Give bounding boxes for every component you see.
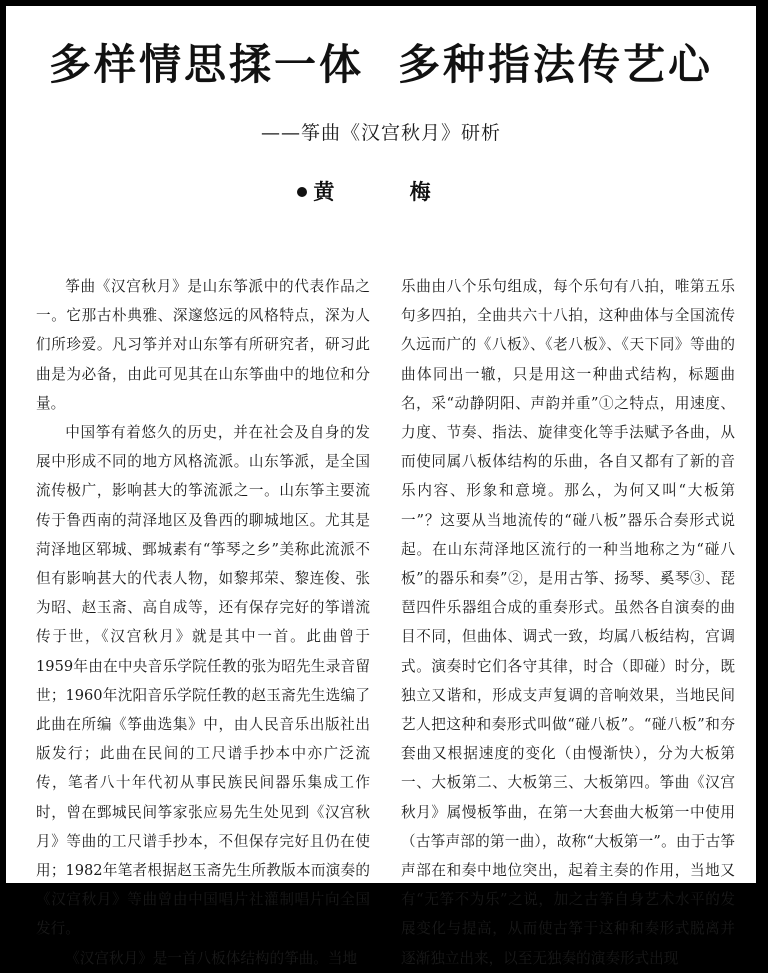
article-subtitle: ——筝曲《汉宫秋月》研析 [260,122,501,144]
author-name: 黄 梅 [313,179,465,204]
title-part-1: 多样情思揉一体 [48,40,364,89]
paragraph: 筝曲《汉宫秋月》是山东筝派中的代表作品之一。它那古朴典雅、深邃悠远的风格特点，深为人们所珍爱。凡习筝并对山东筝有所研究者，研习此曲是为必备，由此可见其在山东筝曲中的地位和分量。 [36,278,370,412]
author-line [6,176,756,206]
document-page [6,6,756,967]
article-title [6,32,756,92]
bullet-icon [297,187,307,197]
right-column [401,272,735,967]
paragraph: 中国筝有着悠久的历史，并在社会及自身的发展中形成不同的地方风格流派。山东筝派，是全国流传极广，影响甚大的筝流派之一。山东筝主要流传于鲁西南的菏泽地区及鲁西的聊城地区。尤其是菏泽地区郓城、鄄城素有“筝琴之乡”美称此流派不但有影响甚大的代表人物，如黎邦荣、黎连俊、张为昭、赵玉斋、高自成等，还有保存完好的筝谱流传于世，《汉宫秋月》就是其中一首。此曲曾于1959年由在中央音乐学院任教的张为昭先生录音留世；1960年沈阳音乐学院任教的赵玉斋先生选编了此曲在所编《筝曲选集》中，由人民音乐出版社出版发行；此曲在民间的工尺谱手抄本中亦广泛流传，笔者八十年代初从事民族民间器乐集成工作时，曾在鄄城民间筝家张应易先生处见到《汉宫秋月》等曲的工尺谱手抄本，不但保存完好且仍在使用；1982年笔者根据赵玉斋先生所教版本而演奏的《汉宫秋月》等曲曾由中国唱片社灌制唱片向全国发行。 [36,424,370,938]
left-column [36,272,370,967]
title-part-2: 多种指法传艺心 [398,40,714,89]
paragraph: 乐曲由八个乐句组成，每个乐句有八拍，唯第五乐句多四拍，全曲共六十八拍，这种曲体与全国流传久远而广的《八板》、《老八板》、《天下同》等曲的曲体同出一辙，只是用这一种曲式结构，标题曲名，采“动静阴阳、声韵并重”①之特点，用速度、力度、节奏、指法、旋律变化等手法赋予各曲，从而使同属八板体结构的乐曲，各自又都有了新的音乐内容、形象和意境。那么，为何又叫“大板第一”？这要从当地流传的“碰八板”器乐合奏形式说起。在山东菏泽地区流行的一种当地称之为“碰八板”的器乐和奏”②，是用古筝、扬琴、奚琴③、琵琶四件乐器组合成的重奏形式。虽然各自演奏的曲目不同，但曲体、调式一致，均属八板结构，宫调式。演奏时它们各守其律，时合（即碰）时分，既独立又谐和，形成支声复调的音响效果，当地民间艺人把这种和奏形式叫做“碰八板”。“碰八板”和夯套曲又根据速度的变化（由慢渐快），分为大板第一、大板第二、大板第三、大板第四。筝曲《汉宫秋月》属慢板筝曲，在第一大套曲大板第一中使用（古筝声部的第一曲），故称“大板第一”。由于古筝声部在和奏中地位突出，起着主奏的作用，当地又有“无筝不为乐”之说，加之古筝自身艺术水平的发展变化与提高，从而使古筝于这种和奏形式脱离并逐渐独立出来，以至无独奏的演奏形式出现 [401,278,735,967]
paragraph: 《汉宫秋月》是一首八板体结构的筝曲。当地 [65,949,358,967]
